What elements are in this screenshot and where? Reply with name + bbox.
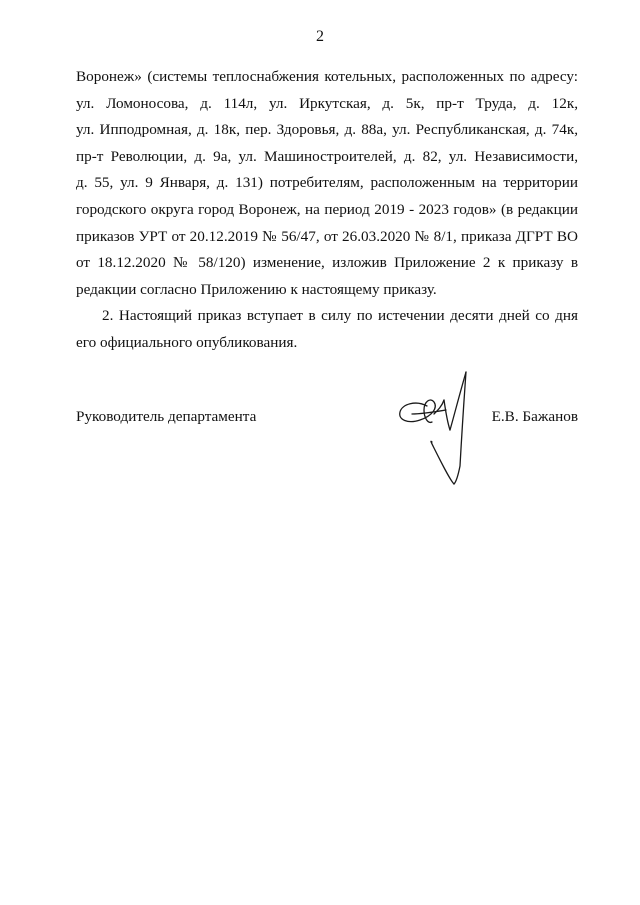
signer-name: Е.В. Бажанов	[491, 408, 578, 425]
document-body	[76, 64, 578, 357]
text-line: Воронеж» (системы теплоснабжения котельных, расположенных по адресу:	[76, 68, 578, 85]
text-line: городского округа город Воронеж, на период 2019 - 2023 годов» (в редакции	[76, 200, 578, 218]
paragraph-2	[76, 303, 578, 356]
text-line: д. 55, ул. 9 Января, д. 131) потребителям, расположенным на территории	[76, 174, 578, 192]
text-line: ул. Ипподромная, д. 18к, пер. Здоровья, д. 88а, ул. Республиканская, д. 74к,	[76, 121, 578, 139]
text-line: от 18.12.2020 № 58/120) изменение, изложив Приложение 2 к приказу в	[76, 254, 578, 272]
text-line: редакции согласно Приложению к настоящему приказу.	[76, 280, 437, 298]
handwritten-signature	[394, 370, 494, 495]
text-line: приказов УРТ от 20.12.2019 № 56/47, от 26.03.2020 № 8/1, приказа ДГРТ ВО	[76, 227, 578, 245]
signer-position: Руководитель департамента	[76, 408, 257, 425]
signature-block	[76, 400, 578, 500]
text-line: 2. Настоящий приказ вступает в силу по истечении десяти дней со дня	[102, 307, 578, 325]
text-line: его официального опубликования.	[76, 333, 298, 351]
page-number: 2	[316, 28, 324, 45]
paragraph-1	[76, 64, 578, 303]
text-line: ул. Ломоносова, д. 114л, ул. Иркутская, д. 5к, пр-т Труда, д. 12к,	[76, 94, 578, 112]
text-line: пр-т Революции, д. 9а, ул. Машиностроителей, д. 82, ул. Независимости,	[76, 147, 578, 165]
